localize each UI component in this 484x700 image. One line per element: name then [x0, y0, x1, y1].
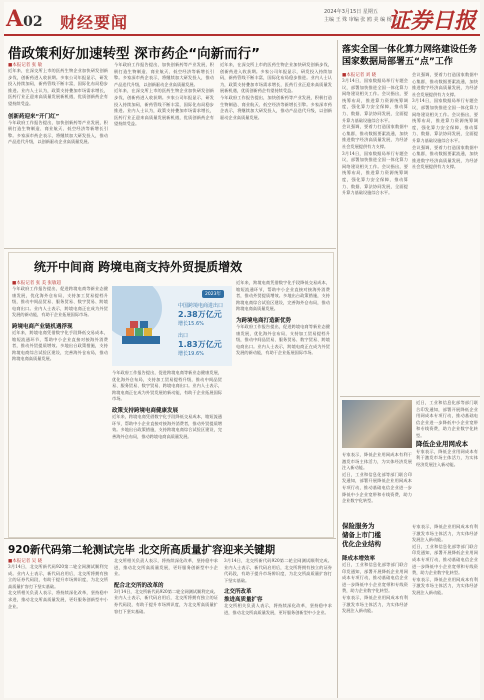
- section-divider: [4, 538, 336, 539]
- sidebar-column-right: [416, 400, 478, 520]
- right-column-1: [342, 72, 408, 392]
- lead-subhead: 创新药迎来“开门红”: [8, 113, 60, 120]
- ecommerce-infographic: [112, 286, 232, 366]
- stat2-label: 出口: [178, 333, 189, 339]
- right-column-2: [412, 72, 478, 392]
- bottom-body-3: 北交所相关负责人表示，将持续深化改革，坚持稳中求进，推动北交所高质量发展，更好服务创新型中小企业。: [114, 558, 218, 577]
- bottom-column-1: [8, 558, 108, 696]
- stat1-label: 中国跨境电商进出口: [178, 303, 224, 309]
- edition-number: 02: [23, 14, 43, 30]
- lead-body-3: 今年政府工作报告提出，加快创新药等产业发展，积极打造生物制造、商业航天、低空经济等新增长引擎。多家深市药企表示，将继续加大研发投入，推动产品迭代升级，以创新驱动企业高质量发展。: [114, 62, 214, 87]
- bottom-body-5: 3月14日，北交所新代码920第二轮全网测试顺利完成。业内人士表示，新代码启用后，北交所将拥有独立的证券代码段，有助于提升市场辨识度，为北交所高质量扩容打下坚实基础。: [224, 558, 332, 583]
- newspaper-page: [4, 2, 480, 698]
- ecommerce-byline: ■本报记者 张 美 张敏超: [12, 281, 62, 286]
- section-title: 财经要闻: [60, 13, 129, 32]
- bottom-subhead-3: 推进高质量扩容: [224, 597, 263, 604]
- right-top-body-3: 3月14日，国家数据局举行专题会议，部署加快推进全国一体化算力网络建设相关工作。会议指出，要统筹布局，推进算力资源统筹调度，强化算力安全保障，推动算力、数据、算法协同发展，全面提升算力基础设施综合水平。: [342, 150, 408, 196]
- bottom-byline: ■本报记者 吴 晓: [8, 559, 43, 564]
- lead-column-2: [114, 62, 214, 246]
- edition-letter: A: [6, 6, 24, 32]
- ecommerce-body-5: 近年来，跨境电商凭借数字化手段降低交易成本，缩短流通环节，帮助中小企业直接对接海外消费者，推动外贸提质增效。多地出台政策措施，支持跨境电商综合试验区建设，完善海外仓布局，推动跨境电商高质量发展。: [236, 280, 330, 312]
- right-top-body-6: 会议强调，要着力打造国家数据中心集群，推动数据要素流通，加快推进数字经济高质量发展，为经济社会发展提供有力支撑。: [412, 144, 478, 170]
- edition-marker: [6, 6, 43, 32]
- stat2-growth: 增长19.6%: [178, 351, 204, 357]
- ecommerce-subhead-2: 政策支持跨境电商健康发展: [112, 407, 179, 414]
- sidebar-heading-2: 储备上市门槛: [342, 531, 381, 539]
- lead-body-4: 近年来，在深交所上市的医药生物企业加快研发创新步伐，创新药进入收获期。多家公司年报显示，研发投入持续加码，新药管线不断丰富，国际化布局稳步推进。业内人士认为，政策支持叠加市场需求增长，医药行业正迎来高质量发展新机遇，优质创新药企有望持续受益。: [114, 88, 214, 127]
- bottom-column-2: [114, 558, 218, 696]
- ecommerce-subhead-3: 为跨境电商打造新优势: [236, 317, 292, 324]
- right-top-byline: ■本报记者 刘 晓: [342, 73, 377, 78]
- ecommerce-body-4: 近年来，跨境电商凭借数字化手段降低交易成本，缩短流通环节，帮助中小企业直接对接海外消费者，推动外贸提质增效。多地出台政策措施，支持跨境电商综合试验区建设，完善海外仓布局，推动跨境电商高质量发展。: [112, 413, 222, 439]
- issue-date: 2024年3月15日 星期五: [324, 9, 378, 15]
- sidebar-heading-3: 优化企业结构: [342, 540, 381, 548]
- paper-logo: 证券日报: [387, 8, 476, 34]
- right-top-body-4: 会议强调，要着力打造国家数据中心集群，推动数据要素流通，加快推进数字经济高质量发展，为经济社会发展提供有力支撑。: [412, 72, 478, 97]
- stat1-growth: 增长15.6%: [178, 321, 204, 327]
- lead-body-5: 近年来，在深交所上市的医药生物企业加快研发创新步伐，创新药进入收获期。多家公司年报显示，研发投入持续加码，新药管线不断丰富，国际化布局稳步推进。业内人士认为，政策支持叠加市场需求增长，医药行业正迎来高质量发展新机遇，优质创新药企有望持续受益。: [220, 62, 332, 94]
- editor-credits: 主编 王 殊 审编 张 鸥 美 编 杨 宣: [324, 17, 399, 23]
- right-top-body-5: 3月14日，国家数据局举行专题会议，部署加快推进全国一体化算力网络建设相关工作。会议指出，要统筹布局，推进算力资源统筹调度，强化算力安全保障，推动算力、数据、算法协同发展，全面提升算力基础设施综合水平。: [412, 98, 478, 143]
- cargo-ship-icon: [118, 316, 164, 350]
- sidebar-body-8: 近日，工业和信息化部等部门联合印发通知，部署开展降低企业用网成本专项行动，推动基础电信企业进一步降低中小企业宽带和专线资费，助力企业数字化转型。: [412, 543, 478, 576]
- ecommerce-column-3: [236, 280, 330, 534]
- sidebar-body-5: 近日，工业和信息化部等部门联合印发通知，部署开展降低企业用网成本专项行动，推动基础电信企业进一步降低中小企业宽带和专线资费，助力企业数字化转型。: [342, 562, 408, 594]
- ecommerce-body-6: 今年政府工作报告提出，促进跨境电商等新业态健康发展，优化海外仓布局，支持加工贸易提档升级，推动中间品贸易、服务贸易、数字贸易、跨境电商出口。业内人士表示，跨境电商正在成为外贸发展的新动能，有助于企业拓展国际市场。: [236, 323, 330, 356]
- lead-body-6: 今年政府工作报告提出，加快创新药等产业发展，积极打造生物制造、商业航天、低空经济等新增长引擎。多家深市药企表示，将继续加大研发投入，推动产品迭代升级，以创新驱动企业高质量发展。: [220, 94, 332, 120]
- sidebar-body-9: 专家表示，降低企业用网成本有利于激发市场主体活力，为实体经济发展注入新动能。: [412, 576, 478, 595]
- lead-body-2: 今年政府工作报告提出，加快创新药等产业发展，积极打造生物制造、商业航天、低空经济等新增长引擎。多家深市药企表示，将继续加大研发投入，推动产品迭代升级，以创新驱动企业高质量发展。: [8, 119, 108, 145]
- lead-headline: 借政策利好加速转型 深市药企“向新而行”: [8, 46, 260, 62]
- bottom-subhead-2: 北交所改革: [224, 589, 252, 596]
- sidebar-body-4: 近日，工业和信息化部等部门联合印发通知，部署开展降低企业用网成本专项行动，推动基础电信企业进一步降低中小企业宽带和专线资费，助力企业数字化转型。: [342, 471, 412, 504]
- masthead: [4, 2, 480, 36]
- sidebar-body-6: 专家表示，降低企业用网成本有利于激发市场主体活力，为实体经济发展注入新动能。: [342, 594, 408, 614]
- ecommerce-body-3: 今年政府工作报告提出，促进跨境电商等新业态健康发展，优化海外仓布局，支持加工贸易提档升级，推动中间品贸易、服务贸易、数字贸易、跨境电商出口。业内人士表示，跨境电商正在成为外贸发展的新动能，有助于企业拓展国际市场。: [112, 370, 222, 402]
- bottom-column-3: [224, 558, 332, 696]
- bottom-headline: 920新代码第二轮测试完毕 北交所高质量扩容迎来关键期: [8, 544, 276, 556]
- sidebar-body-7: 专家表示，降低企业用网成本有利于激发市场主体活力，为实体经济发展注入新动能。: [412, 524, 478, 543]
- bottom-body-1: 3月14日，北交所新代码920第二轮全网测试顺利完成。业内人士表示，新代码启用后，北交所将拥有独立的证券代码段，有助于提升市场辨识度，为北交所高质量扩容打下坚实基础。: [8, 564, 108, 589]
- sidebar-subhead: 降成本增效率: [342, 556, 376, 562]
- stat2-value: 1.83万亿元: [178, 340, 222, 349]
- sidebar-box-head: 降低企业用网成本: [416, 439, 468, 448]
- lead-column-3: [220, 62, 332, 246]
- ecommerce-column-2: [112, 370, 222, 534]
- sidebar-divider: [340, 396, 480, 397]
- ecommerce-body-1: 今年政府工作报告提出，促进跨境电商等新业态健康发展，优化海外仓布局，支持加工贸易提档升级，推动中间品贸易、服务贸易、数字贸易、跨境电商出口。业内人士表示，跨境电商正在成为外贸发展的新动能，有助于企业拓展国际市场。: [12, 286, 108, 318]
- ecommerce-subhead-1: 跨境电商产业链机遇浮现: [12, 323, 73, 330]
- sidebar-bottom-column-1: [342, 554, 408, 696]
- ecommerce-headline: 统开中间商 跨境电商支持外贸提质增效: [34, 260, 243, 274]
- bottom-subhead-1: 配合北交所的改革的: [114, 582, 164, 589]
- stat-export: [178, 332, 228, 357]
- column-divider: [337, 40, 338, 698]
- stat1-value: 2.38万亿元: [178, 310, 222, 319]
- lead-body-1: 近年来，在深交所上市的医药生物企业加快研发创新步伐，创新药进入收获期。多家公司年报显示，研发投入持续加码，新药管线不断丰富，国际化布局稳步推进。业内人士认为，政策支持叠加市场需求增长，医药行业正迎来高质量发展新机遇，优质创新药企有望持续受益。: [8, 68, 108, 106]
- bottom-body-2: 北交所相关负责人表示，将持续深化改革，坚持稳中求进，推动北交所高质量发展，更好服务创新型中小企业。: [8, 590, 108, 609]
- ecommerce-column-1: [12, 280, 108, 534]
- sidebar-bottom-column-2: [412, 524, 478, 696]
- bottom-body-4: 3月14日，北交所新代码920第二轮全网测试顺利完成。业内人士表示，新代码启用后，北交所将拥有独立的证券代码段，有助于提升市场辨识度，为北交所高质量扩容打下坚实基础。: [114, 588, 218, 614]
- bottom-body-6: 北交所相关负责人表示，将持续深化改革，坚持稳中求进，推动北交所高质量发展，更好服务创新型中小企业。: [224, 603, 332, 615]
- section-divider: [4, 248, 336, 249]
- ecommerce-body-2: 近年来，跨境电商凭借数字化手段降低交易成本，缩短流通环节，帮助中小企业直接对接海外消费者，推动外贸提质增效。多地出台政策措施，支持跨境电商综合试验区建设，完善海外仓布局，推动跨境电商高质量发展。: [12, 329, 108, 362]
- infographic-year: 2023年: [202, 290, 224, 298]
- right-top-body-1: 3月14日，国家数据局举行专题会议，部署加快推进全国一体化算力网络建设相关工作。会议指出，要统筹布局，推进算力资源统筹调度，强化算力安全保障，推动算力、数据、算法协同发展，全面提升算力基础设施综合水平。: [342, 78, 408, 123]
- sidebar-body-2: 专家表示，降低企业用网成本有利于激发市场主体活力，为实体经济发展注入新动能。: [416, 448, 478, 467]
- right-top-headline: 落实全国一体化算力网络建设任务 国家数据局部署五“点”工作: [342, 45, 478, 67]
- right-top-body-2: 会议强调，要着力打造国家数据中心集群，推动数据要素流通，加快推进数字经济高质量发展，为经济社会发展提供有力支撑。: [342, 124, 408, 149]
- sidebar-body-3: 专家表示，降低企业用网成本有利于激发市场主体活力，为实体经济发展注入新动能。: [342, 452, 412, 471]
- sidebar-body-1: 近日，工业和信息化部等部门联合印发通知，部署开展降低企业用网成本专项行动，推动基础电信企业进一步降低中小企业宽带和专线资费，助力企业数字化转型。: [416, 400, 478, 438]
- news-photo: [342, 400, 412, 448]
- lead-column-1: [8, 62, 108, 246]
- sidebar-column-left: [342, 452, 412, 512]
- stat-import-export: [178, 302, 228, 327]
- lead-byline: ■本报记者 张 敏: [8, 63, 43, 68]
- sidebar-heading-1: 保险服务为: [342, 522, 375, 530]
